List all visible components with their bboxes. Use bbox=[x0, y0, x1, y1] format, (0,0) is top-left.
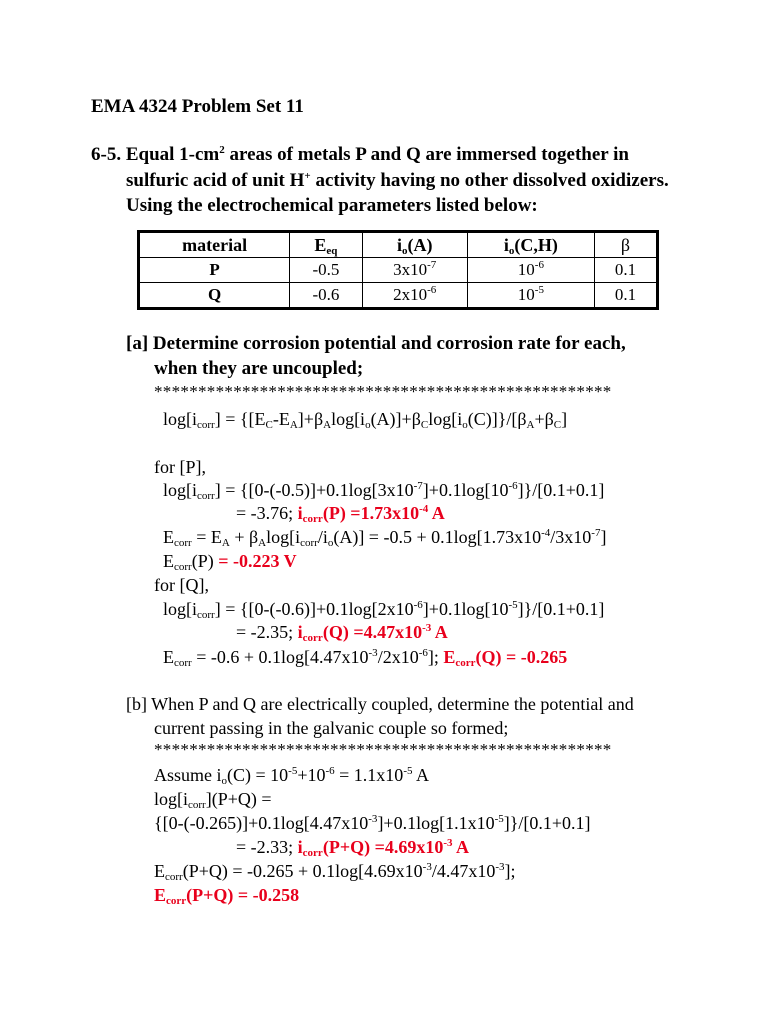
page-title: EMA 4324 Problem Set 11 bbox=[91, 96, 304, 117]
cell-beta: 0.1 bbox=[594, 258, 657, 283]
for-q-label: for [Q], bbox=[154, 575, 209, 595]
cell-io-ch: $10^{-5}$ bbox=[467, 283, 594, 309]
header-beta: β bbox=[594, 232, 657, 258]
cell-material: Q bbox=[139, 283, 290, 309]
cell-beta: 0.1 bbox=[594, 283, 657, 309]
divider-stars: **************************************************** bbox=[154, 382, 612, 401]
parameters-table bbox=[137, 230, 659, 310]
part-a-line-1: [a] Determine corrosion potential and corrosion rate for each, bbox=[126, 333, 626, 354]
pq-ecorr-formula: $E_{corr}(P+Q) = -0.265 + 0.1\log[4.69x10^{-3}/4.47x10^{-3}]$; bbox=[154, 861, 516, 883]
cell-material: P bbox=[139, 258, 290, 283]
problem-number: 6-5. bbox=[91, 144, 122, 165]
p-log-line: $\log[i_{corr}] = \{[0-(-0.5)]+0.1\log[3x10^{-7}]+0.1\log[10^{-6}]\}/[0.1+0.1]$ bbox=[163, 480, 605, 502]
answer-ecorr-q: $E_{corr}(Q) = -0.265$ bbox=[443, 647, 568, 669]
q-ecorr-line: $E_{corr} = -0.6 + 0.1\log[4.47x10^{-3}/2x10^{-6}]$; $E_{corr}(Q) = -0.265$ bbox=[163, 647, 568, 669]
cell-eeq: -0.5 bbox=[290, 258, 362, 283]
header-io-ch: $i_o(C,H)$ bbox=[467, 232, 594, 258]
cell-eeq: -0.6 bbox=[290, 283, 362, 309]
for-p-label: for [P], bbox=[154, 457, 206, 477]
table-row bbox=[139, 283, 658, 309]
answer-icorr-p: $i_{corr}(P) =1.73x10^{-4}$ A bbox=[297, 503, 445, 525]
cell-io: $3x10^{-7}$ bbox=[362, 258, 467, 283]
problem-line-2: sulfuric acid of unit H+ activity having no other dissolved oxidizers. bbox=[126, 170, 669, 191]
answer-icorr-pq: $i_{corr}(P+Q) =4.69x10^{-3}$ A bbox=[297, 837, 470, 859]
header-io: $i_o(A)$ bbox=[362, 232, 467, 258]
pq-log-line-2: $\{[0-(-0.265)]+0.1\log[4.47x10^{-3}]+0.1\log[1.1x10^{-5}]\}/[0.1+0.1]$ bbox=[154, 813, 591, 833]
q-log-line: $\log[i_{corr}] = \{[0-(-0.6)]+0.1\log[2x10^{-6}]+0.1\log[10^{-5}]\}/[0.1+0.1]$ bbox=[163, 599, 605, 621]
part-b-line-1: [b] When P and Q are electrically coupled, determine the potential and bbox=[126, 694, 634, 714]
assume-line: Assume $i_o(C) = 10^{-5}+10^{-6} = 1.1x10^{-5}$ A bbox=[154, 765, 429, 787]
answer-icorr-q: $i_{corr}(Q) =4.47x10^{-3}$ A bbox=[297, 622, 448, 644]
header-material: material bbox=[139, 232, 290, 258]
answer-ecorr-pq: $E_{corr}(P+Q) = -0.258$ bbox=[154, 885, 300, 907]
p-icorr-line: = -3.76; $i_{corr}(P) =1.73x10^{-4}$ A bbox=[236, 503, 445, 525]
table-row bbox=[139, 258, 658, 283]
formula-line: $\log[i_{corr}] = \{[E_C-E_A]+\beta_A\log[i_o(A)]+\beta_C\log[i_o(C)]\}/[\beta_A+\beta_C]$ bbox=[163, 409, 568, 431]
divider-stars: **************************************************** bbox=[154, 740, 612, 759]
part-a-line-2: when they are uncoupled; bbox=[154, 358, 364, 379]
pq-ecorr-result bbox=[154, 884, 299, 906]
problem-line-1: 6-5. Equal $1-cm^2$ areas of metals P and Q are immersed together in bbox=[91, 144, 629, 165]
p-ecorr-formula: $E_{corr} = E_A + \beta_A\log[i_{corr}/i_o(A)] = -0.5 + 0.1\log[1.73x10^{-4}/3x10^{-7}]$ bbox=[163, 527, 607, 549]
p-ecorr-result: $E_{corr}(P) = -0.223$ V bbox=[163, 551, 297, 573]
pq-log-line-1: $\log[i_{corr}](P+Q)$ = bbox=[154, 789, 272, 811]
q-icorr-line: = -2.35; $i_{corr}(Q) =4.47x10^{-3}$ A bbox=[236, 622, 448, 644]
pq-icorr-line: = -2.33; $i_{corr}(P+Q) =4.69x10^{-3}$ A bbox=[236, 837, 470, 859]
table-header-row bbox=[139, 232, 658, 258]
header-eeq: $E_{eq}$ bbox=[290, 232, 362, 258]
part-b-line-2: current passing in the galvanic couple so formed; bbox=[154, 718, 509, 738]
cell-io: $2x10^{-6}$ bbox=[362, 283, 467, 309]
cell-io-ch: $10^{-6}$ bbox=[467, 258, 594, 283]
problem-line-3: Using the electrochemical parameters listed below: bbox=[126, 195, 538, 216]
answer-ecorr-p: = -0.223 V bbox=[218, 551, 297, 571]
